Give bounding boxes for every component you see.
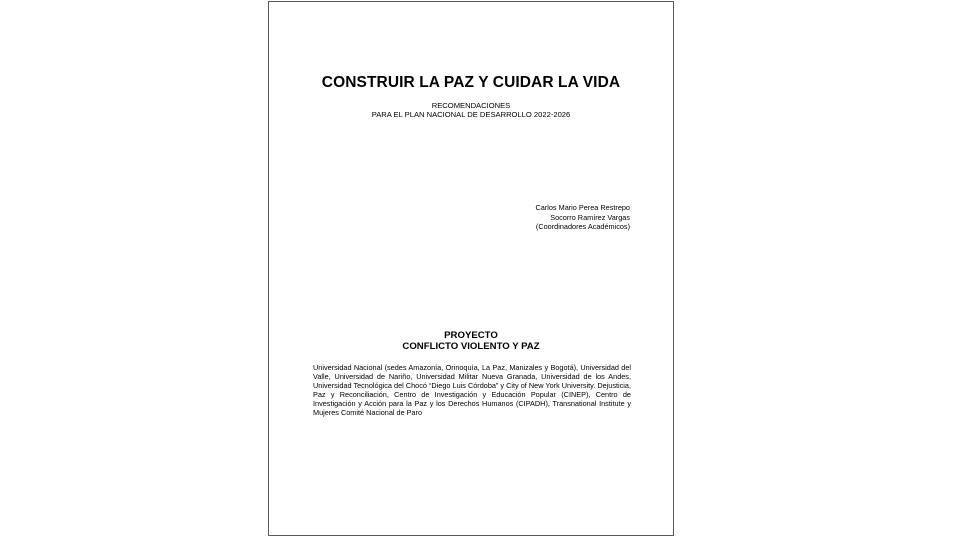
project-name: CONFLICTO VIOLENTO Y PAZ (402, 341, 540, 352)
authors-role: (Coordinadores Académicos) (535, 222, 630, 231)
document-title: CONSTRUIR LA PAZ Y CUIDAR LA VIDA (321, 74, 621, 91)
institutions-paragraph: Universidad Nacional (sedes Amazonía, Orinoquía, La Paz, Manizales y Bogotá), Universidad del Valle, Universidad de Nariño, Universidad Militar Nueva Granada, Universidad de los Andes, Universidad Tecnológica del Chocó “Diego Luis Córdoba” y City of New York University. Dejusticia, Paz y Reconciliación, Centro de Investigación y Educación Popular (CINEP), Centro de Investigación y Acción para la Paz y los Derechos Humanos (CIPADH), Transnational Institute y Mujeres Comité Nacional de Paro (313, 363, 631, 418)
authors-block (536, 203, 631, 232)
document-page (268, 1, 674, 536)
project-label: PROYECTO (444, 330, 498, 341)
author-name: Socorro Ramírez Vargas (550, 212, 630, 222)
subtitle-recommendations: RECOMENDACIONES (431, 101, 511, 110)
subtitle-plan: PARA EL PLAN NACIONAL DE DESARROLLO 2022-2026 (371, 110, 571, 119)
author-name: Carlos Mario Perea Restrepo (535, 203, 630, 212)
